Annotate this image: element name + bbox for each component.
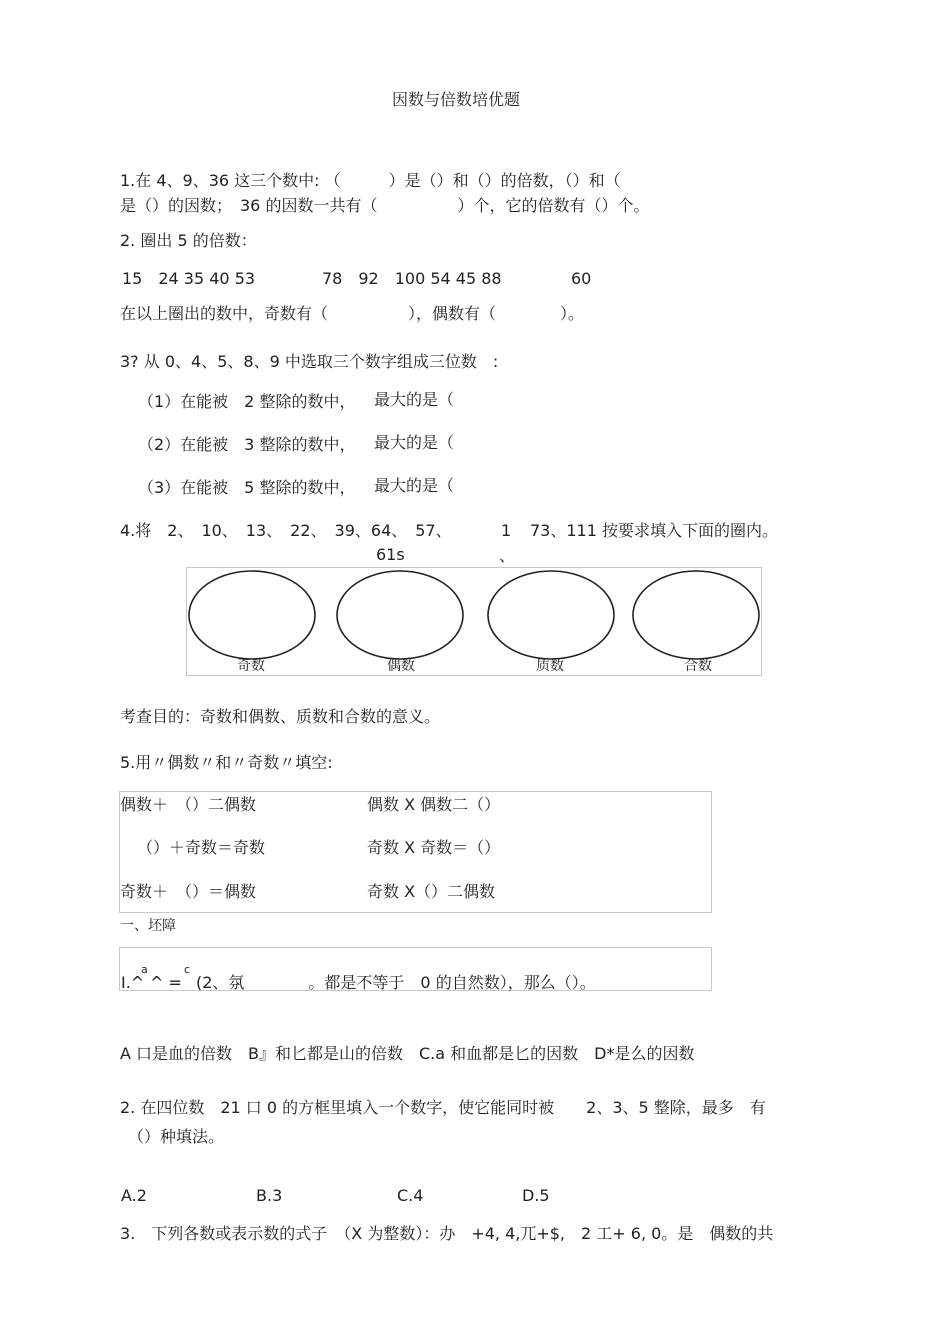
q4-sub: 61s <box>376 545 405 564</box>
q4-stray-digit: 1 <box>501 521 512 540</box>
mc2-option-c: C.4 <box>397 1186 424 1205</box>
mc1-prefix: I.^ <box>121 973 145 992</box>
q3-item-right: 最大的是（ <box>374 390 455 409</box>
mc1-mid: ^ = <box>150 973 182 992</box>
q5-row-right: 奇数 X（）二偶数 <box>367 882 496 901</box>
q3-item-right: 最大的是（ <box>374 476 455 495</box>
mc3-line1: 3. 下列各数或表示数的式子 （X 为整数）：办 +4, 4,兀+$, 2 工+ 6, 0。是 偶数的共 <box>120 1224 774 1243</box>
prime-circle <box>488 571 614 659</box>
q3-head: 3? 从 0、4、5、8、9 中选取三个数字组成三位数 : <box>120 352 499 371</box>
q5-row-right: 奇数 X 奇数＝（） <box>367 838 501 857</box>
q4-stray-mark: 、 <box>499 546 516 565</box>
mc1-sup-a: a <box>141 963 148 976</box>
mc2-line2: （）种填法。 <box>128 1127 225 1146</box>
q3-item-left: （3）在能被 5 整除的数中， <box>138 478 356 497</box>
q3-item-right: 最大的是（ <box>374 433 455 452</box>
mc2-option-d: D.5 <box>522 1186 550 1205</box>
q2-numbers-c: 60 <box>571 269 592 288</box>
purpose-note: 考查目的：奇数和偶数、质数和合数的意义。 <box>120 707 441 726</box>
q3-item-left: （2）在能被 3 整除的数中， <box>138 435 356 454</box>
circles-graphic <box>187 568 761 675</box>
circles-figure <box>186 567 762 676</box>
q5-row-left: 奇数＋ （）＝偶数 <box>120 882 257 901</box>
mc1-sup-c: c <box>184 963 191 976</box>
mc2-option-a: A.2 <box>121 1186 147 1205</box>
composite-circle <box>633 571 759 659</box>
q2-numbers-b: 78 92 100 54 45 88 <box>322 269 502 288</box>
mc2-line1: 2. 在四位数 21 口 0 的方框里填入一个数字，使它能同时被 2、3、5 整除，最多 有 <box>120 1098 766 1117</box>
q3-item-left: （1）在能被 2 整除的数中， <box>138 392 356 411</box>
q2-tail: 在以上圈出的数中，奇数有（ ），偶数有（ ）。 <box>120 304 585 323</box>
q4-tail: 73、111 按要求填入下面的圈内。 <box>530 521 778 540</box>
q5-row-left: （）＋奇数＝奇数 <box>137 838 266 857</box>
q5-row-right: 偶数 X 偶数二（） <box>367 795 501 814</box>
even-circle <box>337 571 463 659</box>
q4-head: 4.将 2、 10、 13、 22、 39、64、 57、 <box>120 521 452 540</box>
q2-numbers-a: 15 24 35 40 53 <box>122 269 256 288</box>
q5-row-left: 偶数＋ （）二偶数 <box>120 795 257 814</box>
q2-head: 2. 圈出 5 的倍数： <box>120 231 257 250</box>
q1-line2: 是（）的因数； 36 的因数一共有（ ）个，它的倍数有（）个。 <box>120 196 650 215</box>
circle-label-prime: 质数 <box>536 658 564 674</box>
mc2-option-b: B.3 <box>256 1186 283 1205</box>
circle-label-composite: 合数 <box>684 658 712 674</box>
mc1-text: (2、氛 。都是不等于 0 的自然数），那么（）。 <box>196 973 596 992</box>
odd-circle <box>189 571 315 659</box>
mc1-options: A 口是血的倍数 B』和匕都是山的倍数 C.a 和血都是匕的因数 D*是么的因数 <box>120 1044 695 1063</box>
section-heading: 一、坯障 <box>120 918 176 934</box>
q5-head: 5.用〃偶数〃和〃奇数〃填空: <box>120 753 333 772</box>
circle-label-odd: 奇数 <box>237 658 265 674</box>
circle-label-even: 偶数 <box>387 658 415 674</box>
q1-line1: 1.在 4、9、36 这三个数中: （ ）是（）和（）的倍数，（）和（ <box>120 171 621 190</box>
page-title: 因数与倍数培优题 <box>392 90 521 109</box>
